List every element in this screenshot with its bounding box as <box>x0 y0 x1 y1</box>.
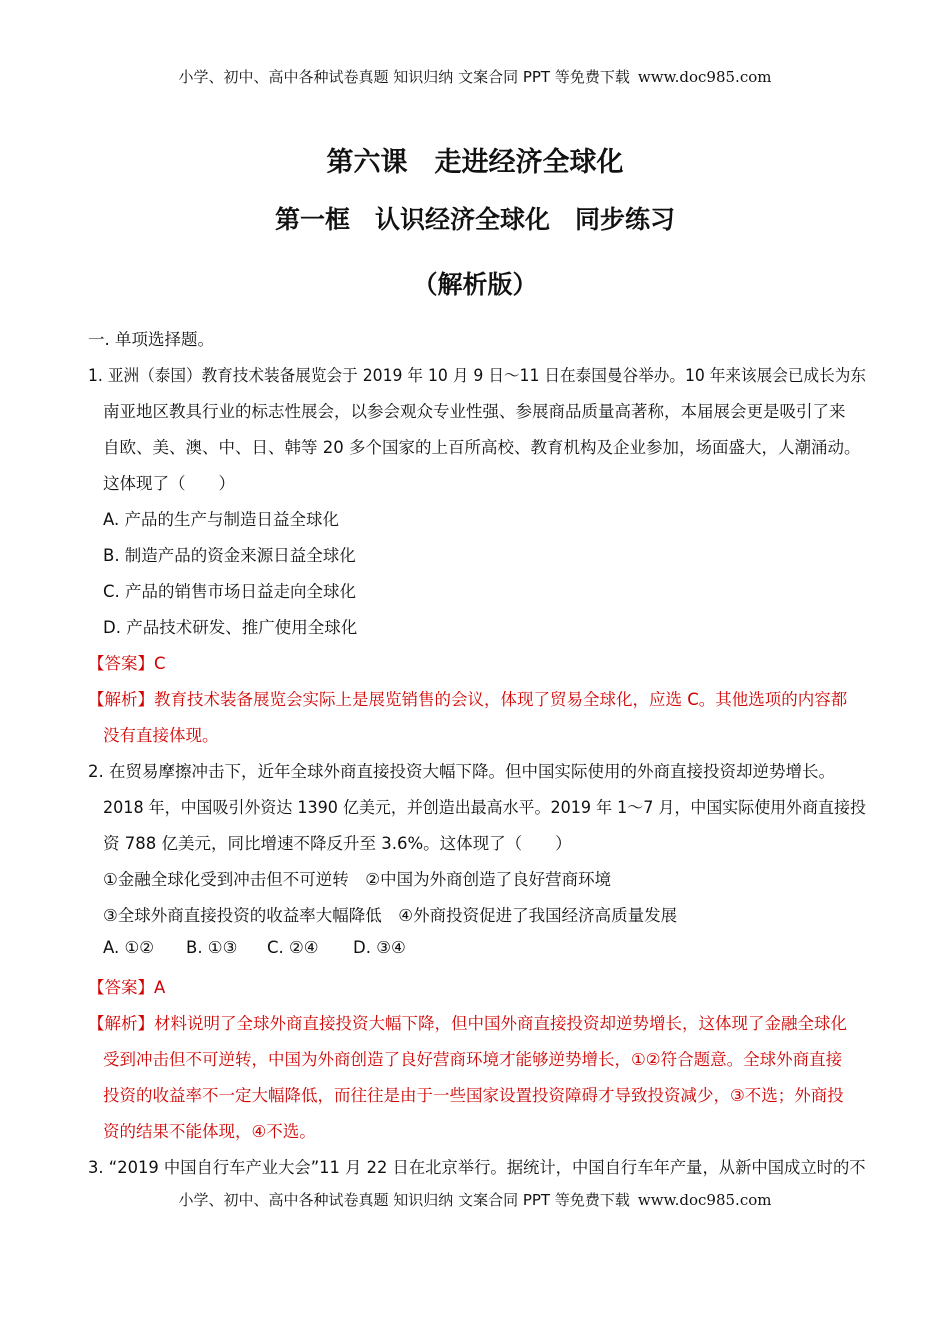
q2-analysis-line: 投资的收益率不一定大幅降低，而往往是由于一些国家设置投资障碍才导致投资减少，③不选；外商投 <box>103 1086 844 1105</box>
q2-analysis-line: 资的结果不能体现，④不选。 <box>103 1122 316 1141</box>
q1-option-c: C. 产品的销售市场日益走向全球化 <box>103 582 357 601</box>
q1-line: 1. 亚洲（泰国）教育技术装备展览会于 2019 年 10 月 9 日～11 日在泰国曼谷举办。10 年来该展会已成长为东 <box>88 366 866 385</box>
section-heading: 一. 单项选择题。 <box>88 330 214 349</box>
q1-line: 自欧、美、澳、中、日、韩等 20 多个国家的上百所高校、教育机构及企业参加，场面盛大，人潮涌动。 <box>103 438 861 457</box>
q2-line: 2. 在贸易摩擦冲击下，近年全球外商直接投资大幅下降。但中国实际使用的外商直接投资却逆势增长。 <box>88 762 835 781</box>
q1-analysis-line: 没有直接体现。 <box>103 726 219 745</box>
section-title: 第一框 认识经济全球化 同步练习 <box>274 205 675 234</box>
edition-title: （解析版） <box>412 270 538 299</box>
q1-line: 这体现了（ ） <box>103 474 235 493</box>
lesson-title: 第六课 走进经济全球化 <box>326 147 624 178</box>
header-text: 小学、初中、高中各种试卷真题 知识归纳 文案合同 PPT 等免费下载 <box>178 68 630 86</box>
q2-statement: ③全球外商直接投资的收益率大幅降低 ④外商投资促进了我国经济高质量发展 <box>103 906 678 925</box>
q2-analysis-line: 【解析】材料说明了全球外商直接投资大幅下降，但中国外商直接投资却逆势增长，这体现了金融全球化 <box>88 1014 847 1033</box>
page-header <box>0 66 950 87</box>
q2-statement: ①金融全球化受到冲击但不可逆转 ②中国为外商创造了良好营商环境 <box>103 870 612 889</box>
q1-line: 南亚地区教具行业的标志性展会，以参会观众专业性强、参展商品质量高著称，本届展会更是吸引了来 <box>103 402 846 421</box>
footer-url[interactable]: www.doc985.com <box>637 1191 772 1209</box>
q2-option-d: D. ③④ <box>353 938 406 957</box>
q2-line: 资 788 亿美元，同比增速不降反升至 3.6%。这体现了（ ） <box>103 834 572 853</box>
q2-analysis-line: 受到冲击但不可逆转，中国为外商创造了良好营商环境才能够逆势增长，①②符合题意。全球外商直接 <box>103 1050 843 1069</box>
q1-option-a: A. 产品的生产与制造日益全球化 <box>103 510 339 529</box>
q1-option-d: D. 产品技术研发、推广使用全球化 <box>103 618 358 637</box>
q1-answer: 【答案】C <box>88 654 166 673</box>
footer-text: 小学、初中、高中各种试卷真题 知识归纳 文案合同 PPT 等免费下载 <box>178 1191 630 1209</box>
q2-option-c: C. ②④ <box>267 938 319 957</box>
q2-option-a: A. ①② <box>103 938 155 957</box>
q3-line: 3. “2019 中国自行车产业大会”11 月 22 日在北京举行。据统计，中国自行车年产量，从新中国成立时的不 <box>88 1158 866 1177</box>
q2-answer: 【答案】A <box>88 978 166 997</box>
page-footer <box>0 1189 950 1210</box>
header-url[interactable]: www.doc985.com <box>637 68 772 86</box>
q2-line: 2018 年，中国吸引外资达 1390 亿美元，并创造出最高水平。2019 年 1～7 月，中国实际使用外商直接投 <box>103 798 866 817</box>
q1-option-b: B. 制造产品的资金来源日益全球化 <box>103 546 356 565</box>
q2-option-b: B. ①③ <box>186 938 238 957</box>
q1-analysis-line: 【解析】教育技术装备展览会实际上是展览销售的会议，体现了贸易全球化，应选 C。其他选项的内容都 <box>88 690 848 709</box>
